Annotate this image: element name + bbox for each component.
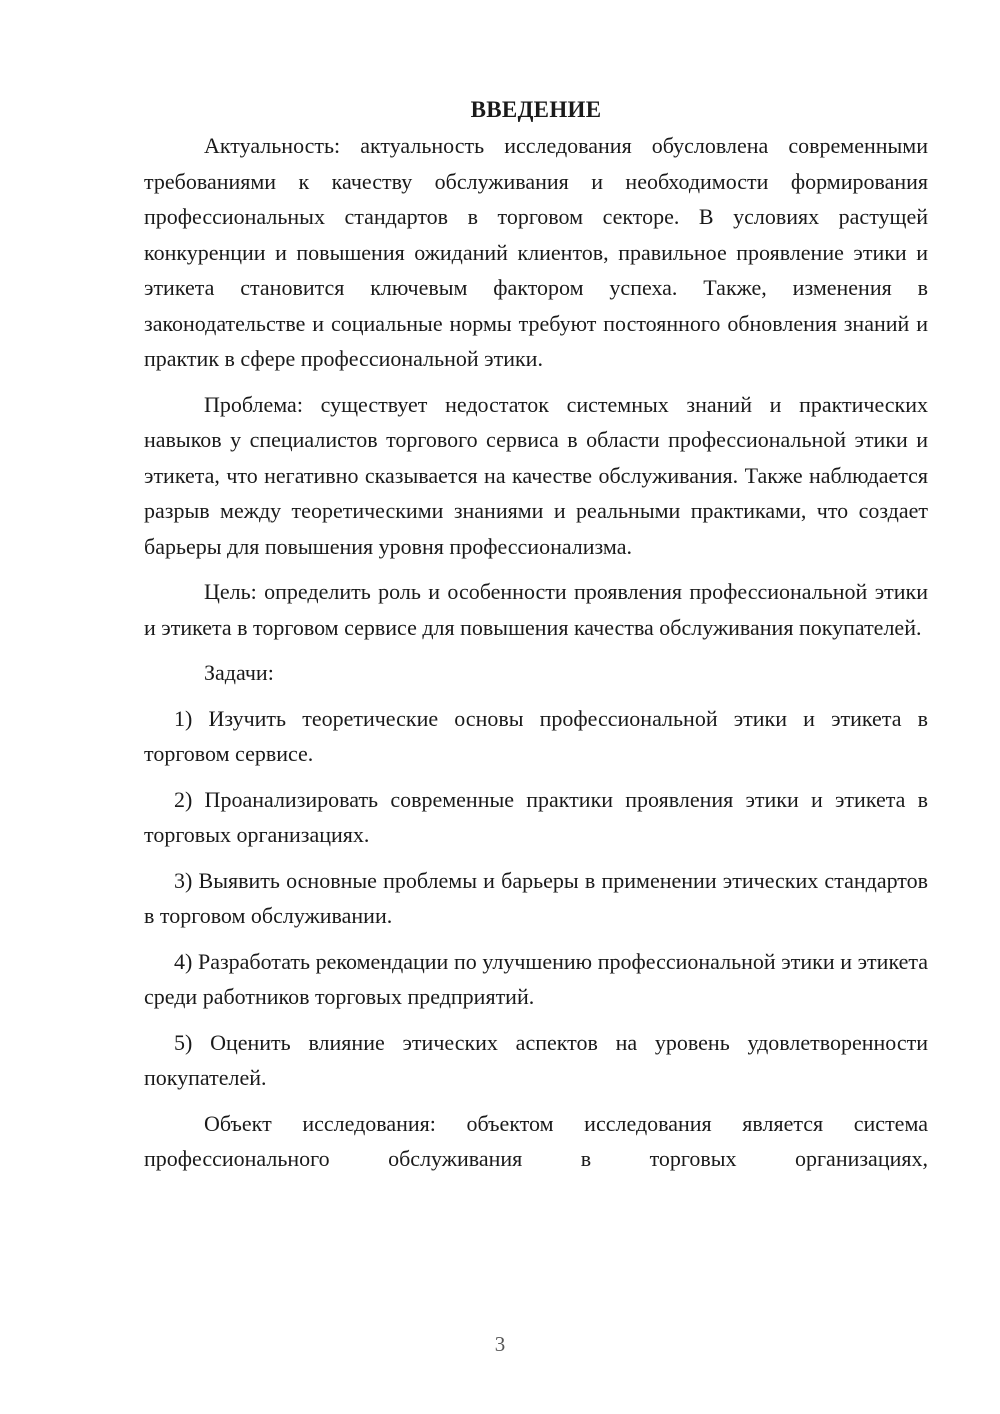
paragraph-relevance: Актуальность: актуальность исследования обусловлена современными требованиями к качеству обслуживания и необходимости формирования профессиональных стандартов в торговом секторе. В условиях растущей конкуренции и повышения ожиданий клиентов, правильное проявление этики и этикета становится ключевым фактором успеха. Также, изменения в законодательстве и социальные нормы требуют постоянного обновления знаний и практик в сфере профессиональной этики. (144, 133, 928, 371)
task-item: 1) Изучить теоретические основы профессиональной этики и этикета в торговом сервисе. (144, 705, 928, 766)
task-item: 5) Оценить влияние этических аспектов на уровень удовлетворенности покупателей. (144, 1029, 928, 1090)
tasks-heading: Задачи: (204, 660, 274, 685)
task-item: 2) Проанализировать современные практики проявления этики и этикета в торговых организациях. (144, 786, 928, 847)
page-number: 3 (494, 1332, 506, 1356)
paragraph-object: Объект исследования: объектом исследования является система профессионального обслуживания в торговых организациях, (144, 1110, 928, 1171)
task-item: 4) Разработать рекомендации по улучшению профессиональной этики и этикета среди работников торговых предприятий. (144, 948, 928, 1009)
paragraph-goal: Цель: определить роль и особенности проявления профессиональной этики и этикета в торговом сервисе для повышения качества обслуживания покупателей. (144, 579, 928, 640)
task-item: 3) Выявить основные проблемы и барьеры в применении этических стандартов в торговом обслуживании. (144, 867, 928, 928)
document-page (144, 92, 928, 1187)
paragraph-problem: Проблема: существует недостаток системных знаний и практических навыков у специалистов торгового сервиса в области профессиональной этики и этикета, что негативно сказывается на качестве обслуживания. Также наблюдается разрыв между теоретическими знаниями и реальными практиками, что создает барьеры для повышения уровня профессионализма. (144, 391, 928, 559)
section-title: ВВЕДЕНИЕ (470, 97, 602, 122)
